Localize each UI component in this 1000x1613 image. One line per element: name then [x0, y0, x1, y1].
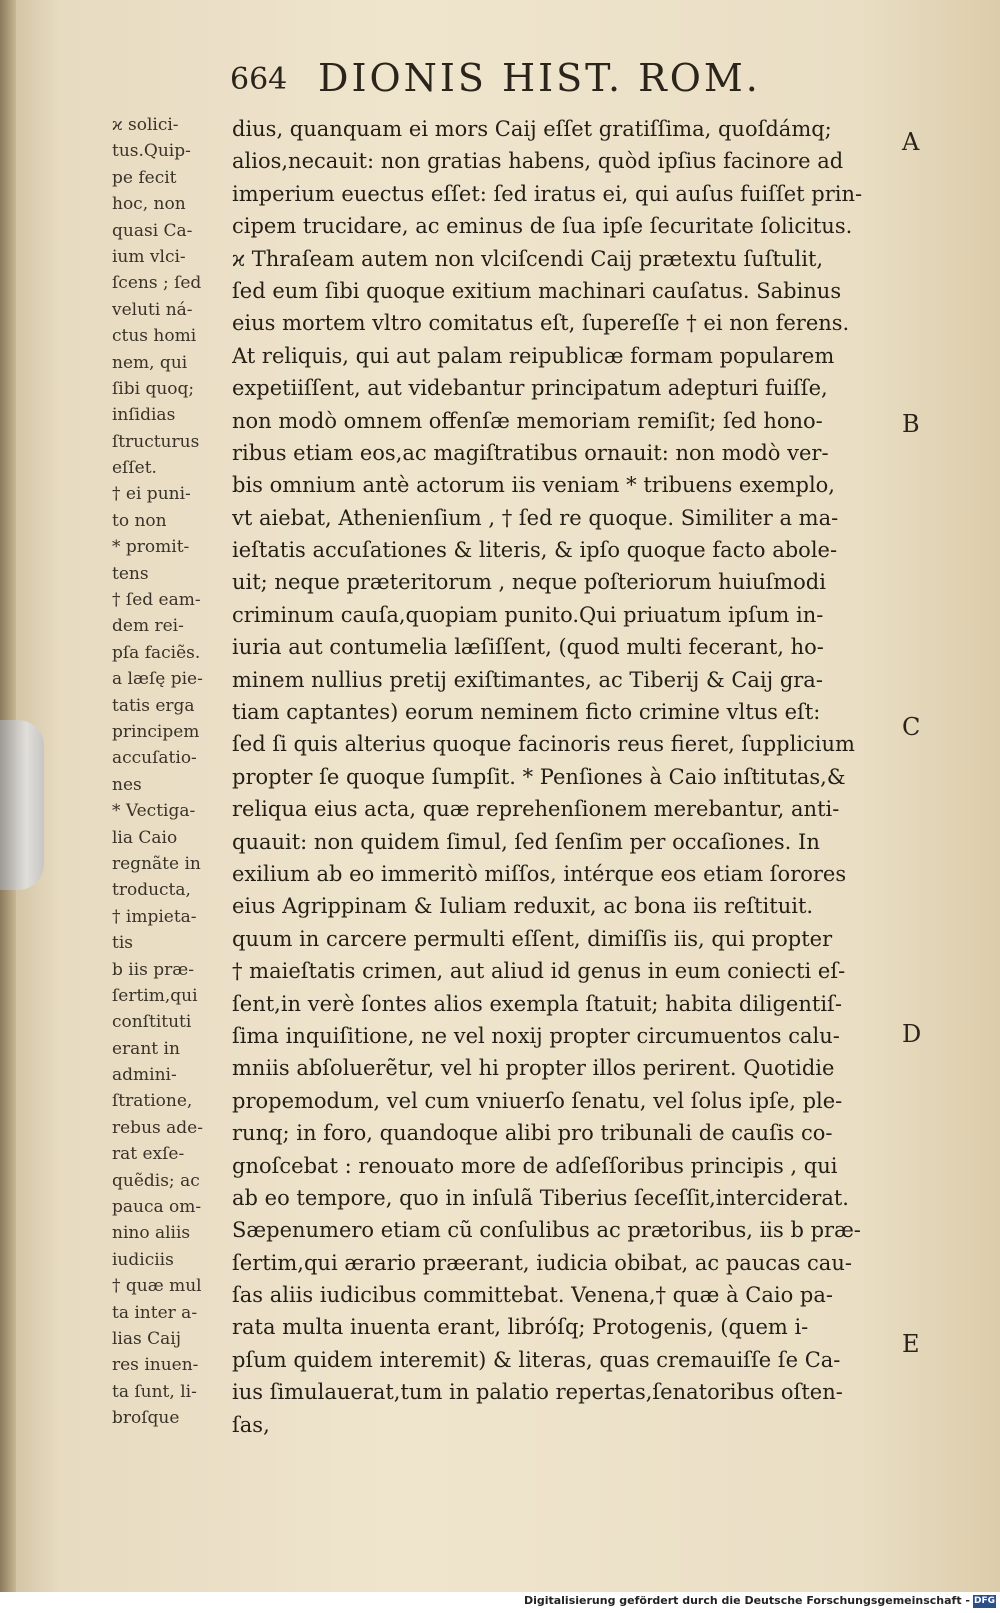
text-line: ſent,in verè ſontes alios exempla ſtatuit; habita diligentiſ-: [232, 991, 842, 1016]
margin-note-line: tatis erga: [112, 695, 195, 716]
text-line: quauit: non quidem ſimul, ſed ſenſim per occaſiones. In: [232, 829, 820, 854]
margin-note-line: lia Caio: [112, 827, 178, 848]
text-line: alios,necauit: non gratias habens, quòd ipſius facinore ad: [232, 149, 844, 174]
text-line: eius mortem vltro comitatus eſt, ſupereſſe † ei non ferens.: [232, 311, 850, 336]
text-line: propemodum, vel cum vniuerſo ſenatu, vel ſolus ipſe, ple-: [232, 1088, 843, 1113]
margin-note-line: tens: [112, 563, 149, 584]
text-line: criminum cauſa,quopiam punito.Qui priuatum ipſum in-: [232, 602, 824, 627]
margin-note-line: admini-: [112, 1065, 177, 1086]
margin-note-line: hoc, non: [112, 194, 186, 215]
text-line: pſum quidem interemit) & literas, quas cremauiſſe ſe Ca-: [232, 1347, 841, 1372]
margin-note-line: principem: [112, 721, 200, 742]
text-line: ſertim,qui ærario præerant, iudicia obibat, ac paucas cau-: [232, 1250, 852, 1275]
text-line: imperium euectus eſſet: ſed iratus ei, qui auſus fuiſſet prin-: [232, 181, 863, 206]
margin-note-line: ta ſunt, li-: [112, 1381, 197, 1402]
text-line: ϰ Thraſeam autem non vlciſcendi Caij prætextu ſuſtulit,: [232, 246, 824, 271]
margin-note-line: tus.Quip-: [112, 141, 191, 162]
text-line: quum in carcere permulti eſſent, dimiſſis iis, qui propter: [232, 926, 833, 951]
section-letter-c: C: [902, 713, 921, 741]
text-line: ius ſimulauerat,tum in palatio repertas,ſenatoribus oſten-: [232, 1380, 843, 1405]
running-title: DIONIS HIST. ROM.: [318, 56, 761, 100]
margin-note-line: ium vlci-: [112, 246, 186, 267]
section-letter-e: E: [902, 1330, 920, 1358]
margin-note-line: regnãte in: [112, 853, 201, 874]
margin-note-line: quẽdis; ac: [112, 1170, 200, 1191]
margin-note-line: nino aliis: [112, 1223, 191, 1244]
text-line: rata multa inuenta erant, libróſq; Protogenis, (quem i-: [232, 1315, 809, 1340]
text-line: minem nullius pretij exiſtimantes, ac Tiberij & Caij gra-: [232, 667, 823, 692]
margin-note-line: rebus ade-: [112, 1117, 203, 1138]
margin-note-line: accuſatio-: [112, 748, 197, 769]
margin-note-line: pe fecit: [112, 167, 177, 188]
text-line: dius, quanquam ei mors Caij eſſet gratiſſima, quoſdámq;: [232, 117, 832, 141]
margin-note-line: ſcens ; ſed: [112, 273, 202, 294]
margin-note-line: † quæ mul: [112, 1276, 202, 1297]
margin-note-line: erant in: [112, 1038, 180, 1059]
margin-notes: [112, 112, 230, 1432]
text-line: eius Agrippinam & Iuliam reduxit, ac bona iis reſtituit.: [232, 894, 814, 919]
text-line: ribus etiam eos,ac magiſtratibus ornauit: non modò ver-: [232, 440, 829, 465]
section-letter-d: D: [902, 1020, 922, 1048]
margin-note-line: ctus homi: [112, 326, 197, 347]
margin-note-line: ſertim,qui: [112, 985, 198, 1006]
page-header: [0, 56, 1000, 106]
body-text: [232, 113, 922, 1441]
text-line: runq; in foro, quandoque alibi pro tribunali de cauſis co-: [232, 1121, 833, 1146]
text-line: iuria aut contumelia læſiſſent, (quod multi fecerant, ho-: [232, 635, 824, 660]
margin-note-line: broſque: [112, 1408, 180, 1429]
text-line: ieſtatis accuſationes & literis, & ipſo quoque facto abole-: [232, 538, 838, 563]
text-line: ſas,: [232, 1412, 270, 1437]
margin-note-line: inſidias: [112, 405, 176, 426]
margin-note-line: ϰ solici-: [112, 115, 179, 135]
margin-note-line: res inuen-: [112, 1355, 199, 1376]
margin-note-line: troducta,: [112, 880, 191, 901]
text-line: ſima inquiſitione, ne vel noxij propter circumuentos calu-: [232, 1023, 840, 1048]
text-line: cipem trucidare, ac eminus de ſua ipſe ſecuritate ſolicitus.: [232, 214, 853, 239]
margin-note-line: rat exſe-: [112, 1144, 185, 1165]
section-letter-a: A: [902, 128, 920, 156]
margin-note-line: † impieta-: [112, 906, 197, 927]
margin-note-line: b iis præ-: [112, 959, 195, 980]
text-line: ab eo tempore, quo in inſulã Tiberius ſeceſſit,interciderat.: [232, 1185, 849, 1210]
text-line: non modò omnem offenſæ memoriam remiſit; ſed hono-: [232, 408, 823, 433]
text-line: propter ſe quoque ſumpſit. * Penſiones à Caio inſtitutas,&: [232, 764, 846, 789]
margin-note-line: ſtructurus: [112, 431, 200, 452]
margin-note-line: conſtituti: [112, 1012, 192, 1033]
margin-note-line: to non: [112, 510, 167, 531]
section-letter-b: B: [902, 410, 920, 438]
margin-note-line: veluti ná-: [112, 299, 193, 320]
footer-bar: [0, 1592, 1000, 1613]
text-line: vt aiebat, Athenienſium , † ſed re quoque. Similiter a ma-: [232, 505, 839, 530]
margin-note-line: ſtratione,: [112, 1091, 193, 1112]
margin-note-line: ſibi quoq;: [112, 378, 195, 399]
text-line: ſed eum ſibi quoque exitium machinari cauſatus. Sabinus: [232, 278, 842, 303]
text-line: uit; neque præteritorum , neque poſteriorum huiuſmodi: [232, 570, 826, 595]
text-line: Sæpenumero etiam cũ conſulibus ac prætoribus, iis b præ-: [232, 1218, 861, 1243]
text-line: expetiiſſent, aut videbantur principatum adepturi fuiſſe,: [232, 376, 828, 401]
dfg-logo: DFG: [973, 1596, 995, 1606]
footer-credit: Digitalisierung gefördert durch die Deutsche Forschungsgemeinschaft -: [523, 1594, 970, 1607]
margin-note-line: nem, qui: [112, 352, 188, 373]
text-line: gnoſcebat : renouato more de adſeſſoribus principis , qui: [232, 1153, 838, 1178]
text-line: At reliquis, qui aut palam reipublicæ formam popularem: [232, 343, 835, 368]
margin-note-line: pauca om-: [112, 1197, 202, 1218]
margin-note-line: pſa faciẽs.: [112, 642, 201, 663]
text-line: reliqua eius acta, quæ reprehenſionem merebantur, anti-: [232, 797, 840, 822]
margin-note-line: nes: [112, 774, 142, 795]
margin-note-line: a læſę pie-: [112, 669, 203, 690]
text-line: tiam captantes) eorum neminem ficto crimine vltus eſt:: [232, 700, 821, 725]
margin-note-line: tis: [112, 933, 133, 954]
margin-note-line: lias Caij: [112, 1328, 181, 1349]
margin-note-line: iudiciis: [112, 1249, 174, 1270]
margin-note-line: quasi Ca-: [112, 220, 193, 241]
text-line: ſed ſi quis alterius quoque facinoris reus fieret, ſupplicium: [232, 732, 855, 757]
page-number: 664: [230, 62, 288, 97]
text-line: exilium ab eo immeritò miſſos, intérque eos etiam ſorores: [232, 861, 847, 886]
margin-note-line: * Vectiga-: [112, 801, 196, 822]
margin-note-line: † ei puni-: [112, 484, 191, 505]
margin-note-line: eſſet.: [112, 458, 157, 479]
page-clip: [0, 720, 44, 890]
margin-note-line: † ſed eam-: [112, 590, 201, 611]
text-line: † maieſtatis crimen, aut aliud id genus in eum coniecti eſ-: [232, 959, 846, 984]
margin-note-line: dem rei-: [112, 616, 184, 637]
margin-note-line: * promit-: [112, 537, 190, 558]
margin-note-line: ta inter a-: [112, 1302, 198, 1323]
text-line: ſas aliis iudicibus committebat. Venena,† quæ à Caio pa-: [232, 1283, 833, 1308]
text-line: mniis abſoluerẽtur, vel hi propter illos perirent. Quotidie: [232, 1056, 835, 1081]
text-line: bis omnium antè actorum iis veniam * tribuens exemplo,: [232, 473, 835, 498]
